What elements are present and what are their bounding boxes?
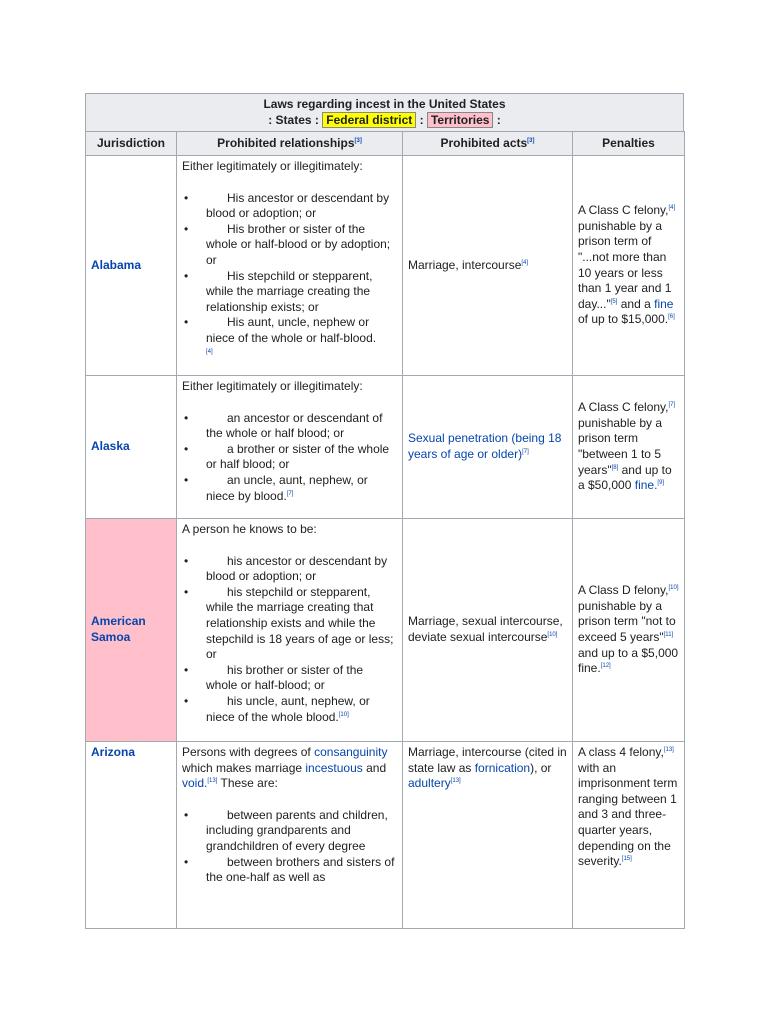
ref-link[interactable]: [10] [547,632,558,638]
ref-link[interactable]: [7] [522,449,529,455]
ref-link[interactable]: [3] [527,137,535,144]
legend-suffix: : [496,113,501,127]
list-item: • between brothers and sisters of the one-half as well as [184,854,395,885]
relationships-intro: Persons with degrees of consanguinity which makes marriage incestuous and void.[13] These are: [182,745,388,791]
ref-link[interactable]: [13] [450,778,461,785]
table-row-american-samoa [86,519,685,742]
penalties-cell: A Class C felony,[4] punishable by a prison term of "...not more than 10 years or less than 1 year and 1 day..."[5] and a fine of up to $15,000.[6] [573,156,685,376]
list-item: • his brother or sister of the whole or half-blood; or [184,662,364,693]
consanguinity-link[interactable]: consanguinity [314,745,388,759]
legend-territories: Territories [427,112,493,128]
fornication-link[interactable]: fornication [474,760,531,775]
relationships-list [182,411,397,505]
ref-link[interactable]: [9] [657,480,665,487]
relationships-list [182,808,397,886]
ref-link[interactable]: [3] [354,137,362,144]
incestuous-link[interactable]: incestuous [305,760,363,775]
relationships-cell [177,376,403,519]
header-relationships[interactable]: Prohibited relationships[3] [177,132,403,156]
header-acts[interactable]: Prohibited acts[3] [403,132,573,156]
header-jurisdiction[interactable]: Jurisdiction [86,132,177,156]
fine-link[interactable]: fine. [634,478,658,493]
table-row-alabama [86,156,685,376]
relationships-intro: Either legitimately or illegitimately: [182,159,363,173]
relationships-cell [177,742,403,929]
list-item: • his stepchild or stepparent, while the marriage creating that relationship exists and while the stepchild is 18 years of age or less; or [184,584,394,662]
header-penalties[interactable]: Penalties [573,132,685,156]
ref-link[interactable]: [6] [668,314,675,321]
acts-cell: Marriage, sexual intercourse, deviate sexual intercourse[10] [403,519,573,742]
relationships-intro: A person he knows to be: [182,522,317,536]
ref-link[interactable]: [15] [621,856,632,863]
relationships-list [182,191,397,363]
list-item: • His stepchild or stepparent, while the marriage creating the relationship exists; or [184,268,373,314]
sexual-penetration-link[interactable]: Sexual penetration (being 18 years of age or older) [408,431,562,461]
list-item: • His aunt, uncle, nephew or niece of the whole or half-blood. [4] [184,315,377,355]
ref-link[interactable]: [8] [611,464,619,471]
legend-states: : States : [268,113,319,127]
list-item: • an uncle, aunt, nephew, or niece by blood.[7] [184,472,368,503]
ref-link[interactable]: [13] [663,747,674,753]
ref-link[interactable]: [12] [600,663,611,670]
ref-link[interactable]: [5] [610,298,618,305]
list-item: • his uncle, aunt, nephew, or niece of the whole blood.[10] [184,693,370,724]
caption-title: Laws regarding incest in the United States [263,97,506,111]
ref-link[interactable]: [13] [207,778,218,785]
list-item: • between parents and children, including grandparents and grandchildren of every degree [184,807,388,853]
fine-link[interactable]: fine [654,296,674,311]
jurisdiction-alabama-link[interactable]: Alabama [86,156,177,376]
caption-legend [86,112,683,128]
list-item: • His brother or sister of the whole or half-blood or by adoption; or [184,221,391,267]
penalties-cell: A Class D felony,[10] punishable by a prison term "not to exceed 5 years"[11] and up to a $5,000 fine.[12] [573,519,685,742]
void-link[interactable]: void. [182,776,208,791]
ref-link[interactable]: [10] [668,585,679,592]
ref-link[interactable]: [10] [338,711,349,718]
list-item: • his ancestor or descendant by blood or adoption; or [184,553,388,584]
incest-laws-table-wrapper [85,93,684,929]
adultery-link[interactable]: adultery [408,776,451,791]
ref-link[interactable]: [7] [668,402,676,409]
ref-link[interactable]: [4] [668,205,676,212]
table-caption [85,93,684,131]
relationships-cell [177,156,403,376]
acts-cell [403,376,573,519]
header-row [86,132,685,156]
ref-link[interactable]: [11] [663,632,674,638]
acts-cell: Marriage, intercourse[4] [403,156,573,376]
ref-link[interactable]: [7] [286,490,294,497]
list-item: • an ancestor or descendant of the whole or half blood; or [184,410,383,441]
legend-separator: : [419,113,424,127]
jurisdiction-american-samoa-link[interactable]: American Samoa [86,519,177,742]
jurisdiction-alaska-link[interactable]: Alaska [86,376,177,519]
jurisdiction-arizona-link[interactable]: Arizona [86,742,177,929]
incest-laws-table [85,131,685,929]
penalties-cell: A Class C felony,[7] punishable by a prison term "between 1 to 5 years"[8] and up to a $50,000 fine.[9] [573,376,685,519]
ref-link[interactable]: [4] [521,259,529,266]
table-row-alaska [86,376,685,519]
relationships-intro: Either legitimately or illegitimately: [182,379,363,393]
list-item: • His ancestor or descendant by blood or adoption; or [184,190,390,221]
relationships-cell [177,519,403,742]
table-row-arizona [86,742,685,929]
ref-link[interactable]: [4] [206,348,213,355]
relationships-list [182,554,397,726]
acts-cell: Marriage, intercourse (cited in state law as fornication), or adultery[13] [403,742,573,929]
penalties-cell: A class 4 felony,[13] with an imprisonment term ranging between 1 and 3 and three-quarter years, depending on the severity.[15] [573,742,685,929]
list-item: • a brother or sister of the whole or half blood; or [184,441,390,472]
legend-federal-district: Federal district [322,112,416,128]
